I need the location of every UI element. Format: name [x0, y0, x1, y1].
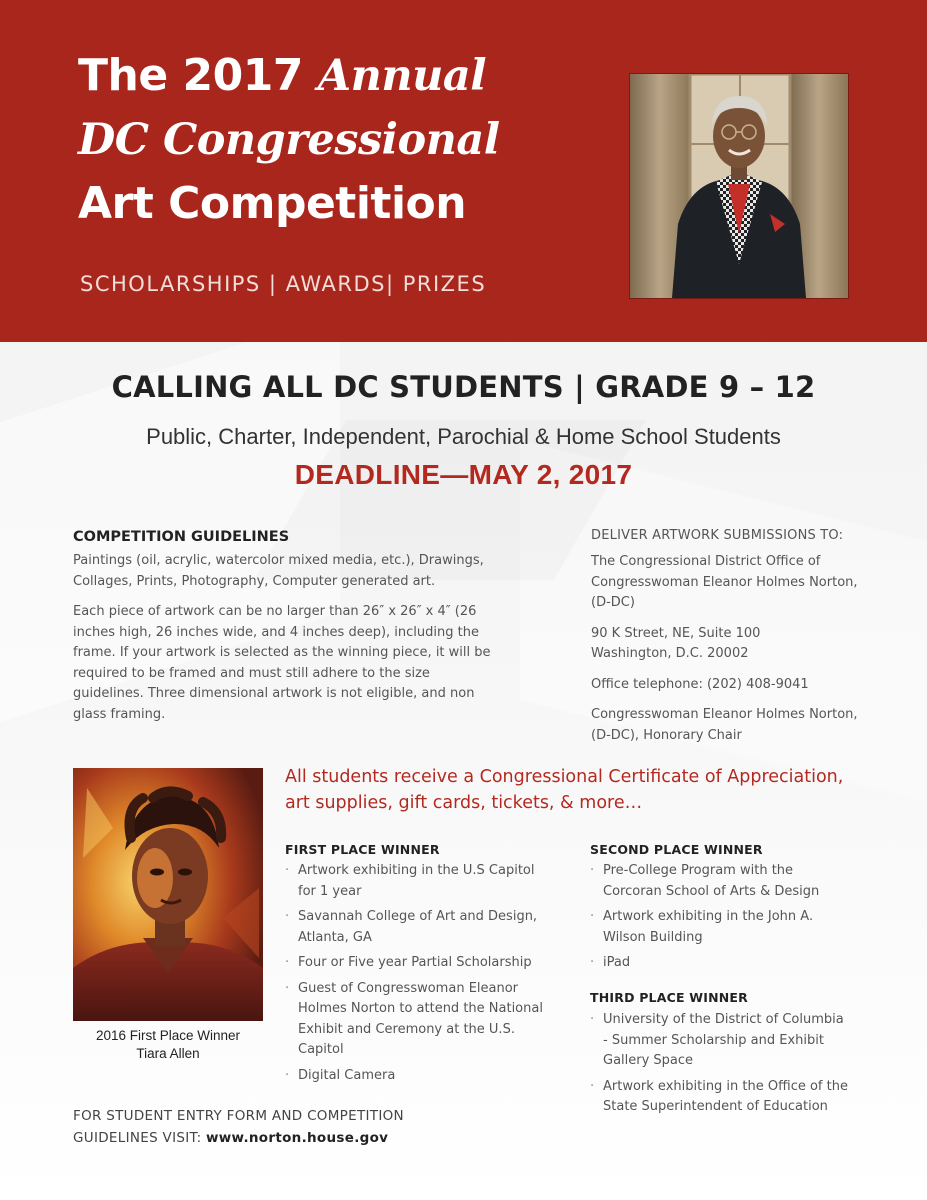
second-place-title: SECOND PLACE WINNER [590, 842, 763, 857]
winning-painting [73, 768, 263, 1021]
guidelines-title: COMPETITION GUIDELINES [73, 529, 290, 545]
address-line-2: Washington, D.C. 20002 [591, 646, 749, 661]
eligible-schools: Public, Charter, Independent, Parochial & Home School Students [146, 424, 781, 449]
page-title [78, 44, 598, 236]
deliver-title: DELIVER ARTWORK SUBMISSIONS TO: [591, 528, 844, 543]
deliver-info [591, 552, 871, 756]
list-item [590, 1010, 850, 1072]
deliver-chair: Congresswoman Eleanor Holmes Norton, (D-DC), Honorary Chair [591, 707, 858, 743]
portrait-illustration [630, 74, 848, 298]
list-item-text: Guest of Congresswoman Eleanor Holmes Norton to attend the National Exhibit and Ceremony at the U.S. Capitol [298, 980, 543, 1057]
list-item [285, 979, 555, 1061]
list-item-text: Pre-College Program with the Corcoran School of Arts & Design [603, 863, 820, 899]
bullet-icon: · [590, 1078, 595, 1094]
footer-line-1: FOR STUDENT ENTRY FORM AND COMPETITION [73, 1108, 404, 1124]
caption-artist: Tiara Allen [136, 1046, 200, 1061]
list-item [285, 953, 555, 974]
deliver-office: The Congressional District Office of Congresswoman Eleanor Holmes Norton, (D-DC) [591, 554, 858, 610]
bullet-icon: · [285, 863, 290, 878]
first-place-list [285, 861, 555, 1091]
third-place-list [590, 1010, 850, 1123]
website-link[interactable]: www.norton.house.gov [206, 1130, 389, 1146]
prizes-intro: All students receive a Congressional Certificate of Appreciation, art supplies, gift cards, tickets, & more… [285, 767, 844, 813]
header-banner [0, 0, 927, 342]
title-line-1 [78, 44, 598, 108]
list-item-text: Four or Five year Partial Scholarship [298, 955, 532, 970]
title-line-1-plain: The 2017 [78, 50, 318, 101]
congresswoman-portrait [629, 73, 849, 299]
headline: CALLING ALL DC STUDENTS | GRADE 9 – 12 [111, 370, 816, 404]
deliver-phone: Office telephone: (202) 408-9041 [591, 676, 809, 692]
list-item [285, 861, 555, 902]
list-item-text: Savannah College of Art and Design, Atlanta, GA [298, 909, 538, 945]
list-item-text: University of the District of Columbia - Summer Scholarship and Exhibit Gallery Space [603, 1012, 844, 1068]
list-item-text: Artwork exhibiting in the Office of the State Superintendent of Education [603, 1078, 848, 1114]
title-line-3: Art Competition [78, 178, 467, 229]
guidelines-media: Paintings (oil, acrylic, watercolor mixed media, etc.), Drawings, Collages, Prints, Photography, Computer generated art. [73, 553, 484, 589]
painting-caption [73, 1027, 263, 1063]
bullet-icon: · [590, 1012, 595, 1027]
list-item-text: Digital Camera [298, 1067, 396, 1083]
footer [73, 1105, 404, 1149]
painting-illustration [73, 768, 263, 1021]
footer-line-2 [73, 1127, 404, 1149]
bullet-icon: · [590, 955, 595, 970]
address-line-1: 90 K Street, NE, Suite 100 [591, 625, 761, 641]
guidelines-size: Each piece of artwork can be no larger than 26″ x 26″ x 4″ (26 inches high, 26 inches wide, and 4 inches deep), including the frame. If your artwork is selected as the winning piece, it will be required to be framed and must still adhere to the size guidelines. Three dimensional artwork is not eligible, and non glass framing. [73, 604, 491, 722]
list-item [590, 953, 850, 974]
list-item-text: Artwork exhibiting in the U.S Capitol for 1 year [298, 863, 535, 899]
title-line-2: DC Congressional [78, 115, 500, 165]
bullet-icon: · [285, 955, 290, 970]
caption-award: 2016 First Place Winner [95, 1028, 241, 1043]
list-item-text: iPad [603, 955, 631, 970]
footer-prefix: GUIDELINES VISIT: [73, 1130, 207, 1146]
bullet-icon: · [285, 909, 290, 924]
bullet-icon: · [285, 1067, 290, 1083]
list-item [285, 1066, 555, 1087]
list-item [590, 861, 850, 902]
list-item [285, 907, 555, 948]
guidelines-body [73, 551, 503, 735]
bullet-icon: · [590, 909, 595, 924]
bullet-icon: · [285, 980, 290, 996]
third-place-title: THIRD PLACE WINNER [590, 990, 748, 1005]
title-line-1-script: Annual [317, 51, 487, 101]
deliver-address [591, 624, 871, 665]
first-place-title: FIRST PLACE WINNER [285, 842, 440, 857]
list-item [590, 1077, 850, 1118]
list-item [590, 907, 850, 948]
deadline: DEADLINE—MAY 2, 2017 [294, 459, 633, 490]
list-item-text: Artwork exhibiting in the John A. Wilson Building [603, 909, 814, 945]
second-place-list [590, 861, 850, 979]
tagline: SCHOLARSHIPS | AWARDS| PRIZES [80, 272, 487, 296]
bullet-icon: · [590, 863, 595, 878]
